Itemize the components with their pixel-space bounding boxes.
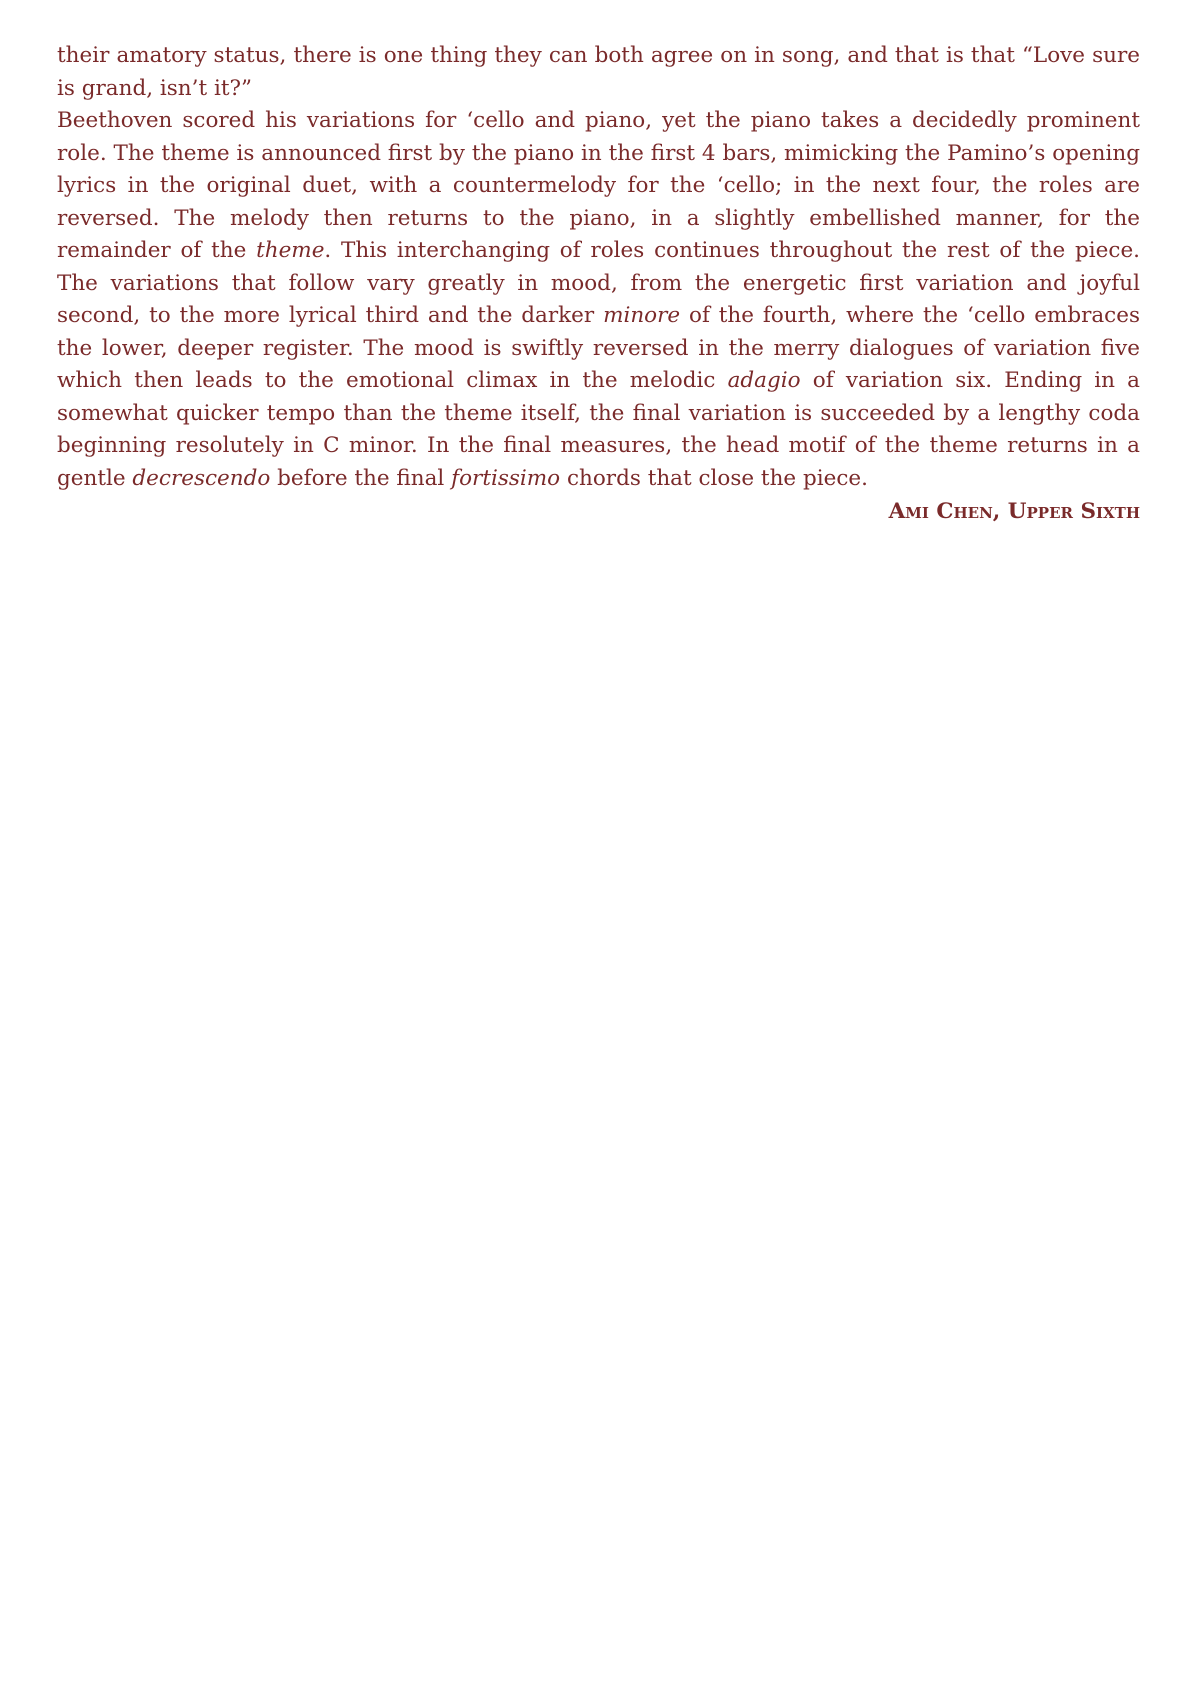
emphasis-decrescendo: decrescendo: [132, 465, 271, 491]
author-credit: Ami Chen, Upper Sixth: [888, 499, 1140, 524]
analysis-text-6: chords that close the piece.: [560, 465, 868, 491]
emphasis-theme: theme: [256, 238, 325, 263]
analysis-text-2: . This interchanging of roles continues throughout the rest of the piece. The variations that follow vary greatly in mood, from the energetic first variation and joyful second, to the more lyrical third and the darker: [57, 238, 1140, 328]
analysis-text-4: of variation six. Ending in a somewhat quicker tempo than the theme itself, the final variation is succeeded by a lengthy coda beginning resolutely in C minor. In the final measures, the head motif of the theme returns in a gentle: [57, 368, 1140, 491]
analysis-text-3: of the fourth, where the ‘cello embraces the lower, deeper register. The mood is swiftly reversed in the merry dialogues of variation five which then leads to the emotional climax in the melodic: [57, 303, 1140, 393]
document-page: [57, 40, 1140, 528]
emphasis-fortissimo: fortissimo: [451, 465, 561, 491]
paragraph-intro: [57, 40, 1140, 105]
paragraph-intro-text: their amatory status, there is one thing they can both agree on in song, and that is that “Love sure is grand, isn’t it?”: [57, 43, 1140, 101]
analysis-text-5: before the final: [270, 465, 452, 491]
analysis-text-1: Beethoven scored his variations for ‘cello and piano, yet the piano takes a decidedly prominent role. The theme is announced first by the piano in the first 4 bars, mimicking the Pamino’s opening lyrics in the original duet, with a countermelody for the ‘cello; in the next four, the roles are reversed. The melody then returns to the piano, in a slightly embellished manner, for the remainder of the: [57, 108, 1140, 263]
emphasis-minore: minore: [603, 303, 681, 328]
emphasis-adagio: adagio: [727, 368, 801, 393]
paragraph-analysis: [57, 105, 1140, 495]
